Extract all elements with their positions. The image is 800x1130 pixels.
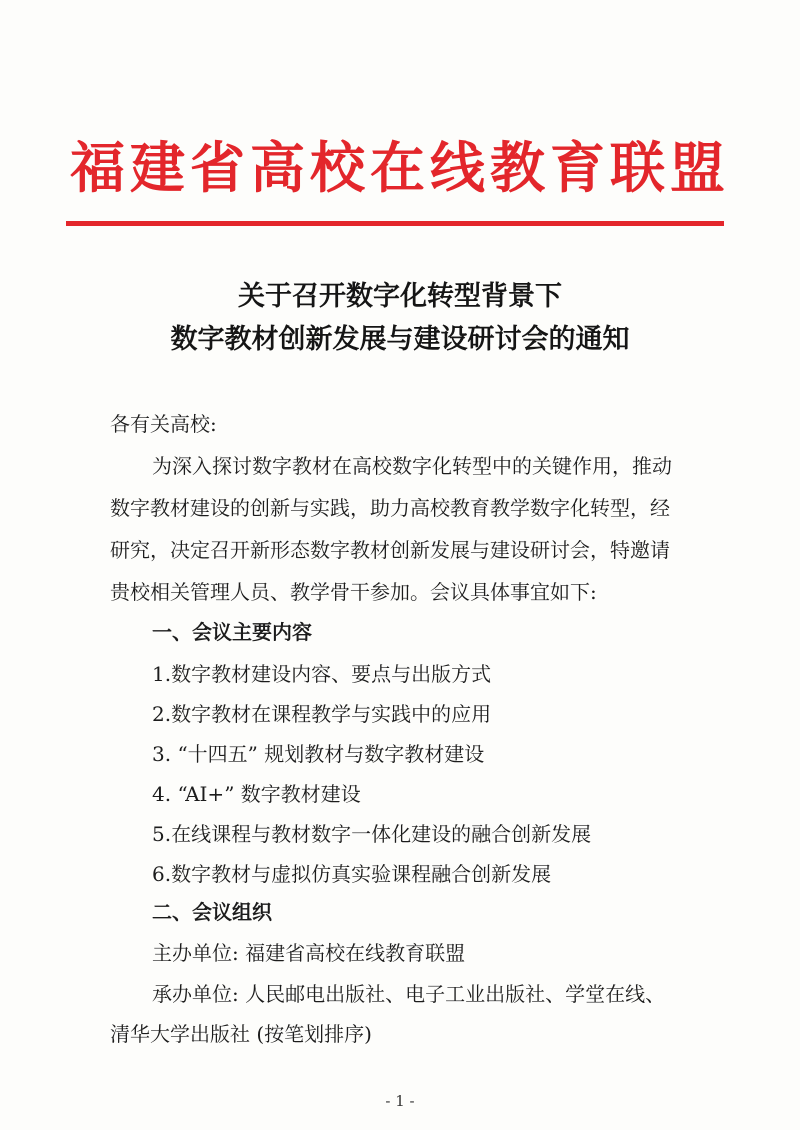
salutation: 各有关高校:	[110, 412, 217, 436]
intro-line-2: 数字教材建设的创新与实践，助力高校教育教学数字化转型，经	[110, 496, 670, 520]
intro-line-1: 为深入探讨数字教材在高校数字化转型中的关键作用，推动	[152, 454, 672, 478]
page-number: - 1 -	[385, 1092, 415, 1110]
host-unit: 主办单位: 福建省高校在线教育联盟	[152, 941, 466, 965]
section-1-item: 5.在线课程与教材数字一体化建设的融合创新发展	[152, 822, 592, 846]
section-1-item: 1.数字教材建设内容、要点与出版方式	[152, 662, 492, 686]
notice-title-line-1: 关于召开数字化转型背景下	[238, 281, 562, 312]
letterhead-red-rule	[66, 221, 724, 226]
section-1-item: 6.数字教材与虚拟仿真实验课程融合创新发展	[152, 862, 552, 886]
section-1-heading: 一、会议主要内容	[152, 620, 312, 644]
notice-title-line-2: 数字教材创新发展与建设研讨会的通知	[170, 324, 630, 355]
intro-line-4: 贵校相关管理人员、教学骨干参加。会议具体事宜如下:	[110, 580, 597, 604]
letterhead-org-name: 福建省高校在线教育联盟	[69, 135, 730, 200]
section-1-item: 4. “AI+” 数字教材建设	[152, 782, 361, 806]
intro-line-3: 研究，决定召开新形态数字教材创新发展与建设研讨会，特邀请	[110, 538, 670, 562]
section-1-item: 3. “十四五” 规划教材与数字教材建设	[152, 742, 485, 766]
section-2-heading: 二、会议组织	[152, 900, 272, 924]
organizer-units-line-2: 清华大学出版社 (按笔划排序)	[110, 1022, 372, 1046]
section-1-item: 2.数字教材在课程教学与实践中的应用	[152, 702, 492, 726]
organizer-units-line-1: 承办单位: 人民邮电出版社、电子工业出版社、学堂在线、	[152, 982, 666, 1006]
